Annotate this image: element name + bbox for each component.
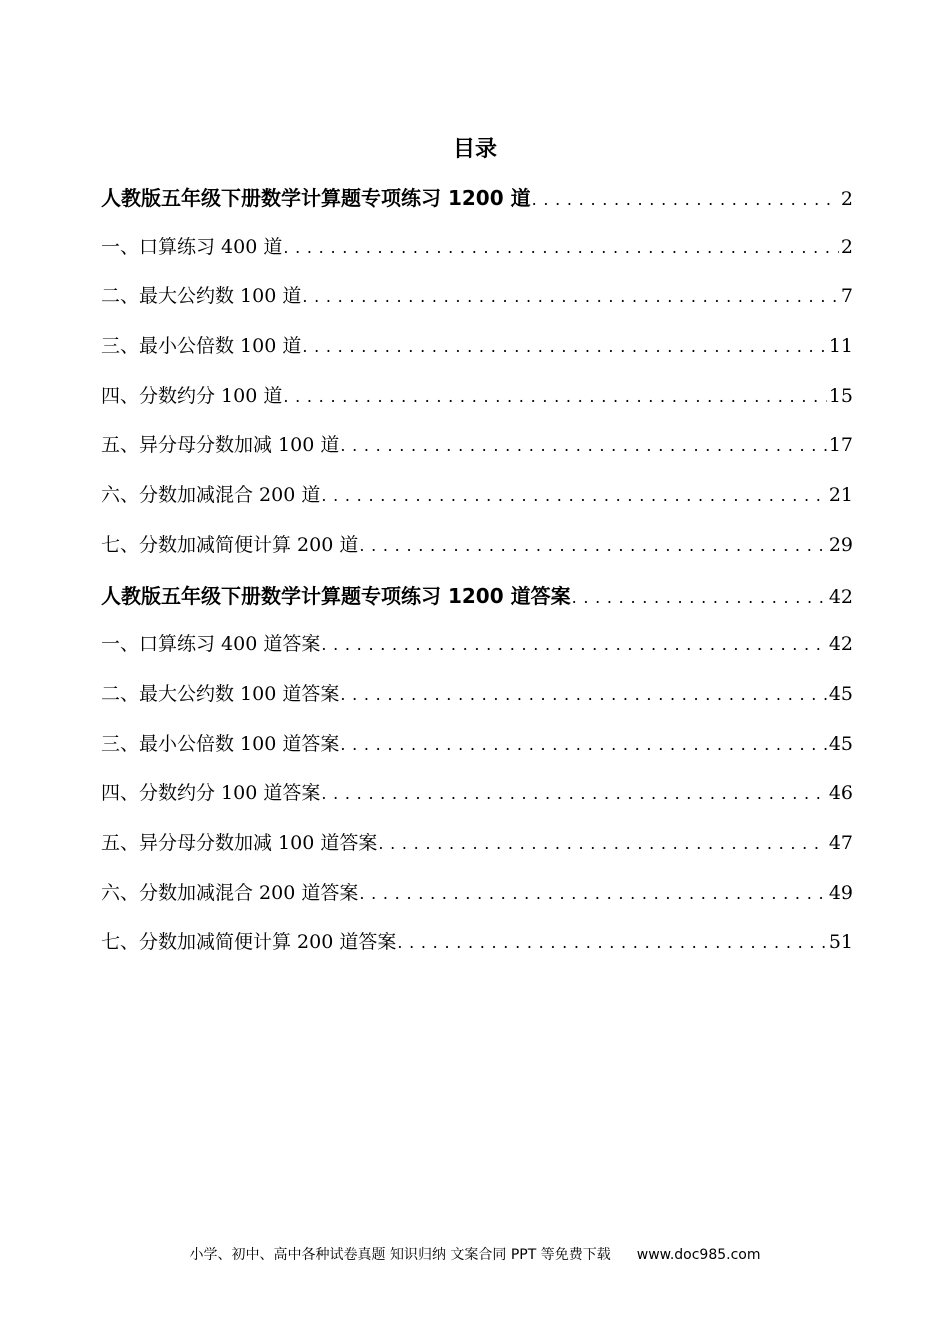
toc-entry[interactable] bbox=[101, 828, 853, 878]
toc-page-number: 21 bbox=[828, 484, 853, 507]
table-of-contents bbox=[101, 182, 853, 977]
toc-entry-text: 三、最小公倍数 100 道答案 bbox=[101, 732, 340, 755]
toc-page-number: 45 bbox=[828, 732, 853, 755]
toc-leader-dots bbox=[378, 834, 826, 853]
toc-leader-dots bbox=[302, 287, 839, 306]
toc-leader-dots bbox=[283, 387, 826, 406]
toc-entry[interactable] bbox=[101, 480, 853, 530]
toc-leader-dots bbox=[397, 933, 826, 952]
toc-page-number: 2 bbox=[840, 235, 853, 258]
toc-entry-text: 四、分数约分 100 道答案 bbox=[101, 782, 321, 805]
footer-site-link[interactable]: www.doc985.com bbox=[636, 1247, 761, 1263]
toc-page-number: 29 bbox=[828, 533, 853, 556]
toc-entry[interactable] bbox=[101, 778, 853, 828]
toc-entry-text: 七、分数加减简便计算 200 道 bbox=[101, 533, 359, 556]
toc-entry[interactable] bbox=[101, 232, 853, 282]
toc-page-number: 51 bbox=[828, 931, 853, 954]
toc-entry[interactable] bbox=[101, 927, 853, 977]
toc-leader-dots bbox=[302, 337, 826, 356]
toc-leader-dots bbox=[359, 536, 826, 555]
toc-page-number: 15 bbox=[828, 384, 853, 407]
toc-entry-text: 人教版五年级下册数学计算题专项练习 1200 道答案 bbox=[101, 583, 571, 608]
toc-leader-dots bbox=[321, 486, 826, 505]
toc-entry-text: 四、分数约分 100 道 bbox=[101, 384, 283, 407]
toc-entry-text: 五、异分母分数加减 100 道答案 bbox=[101, 831, 378, 854]
toc-leader-dots bbox=[340, 436, 826, 455]
toc-page-number: 7 bbox=[840, 285, 853, 308]
toc-entry-text: 六、分数加减混合 200 道答案 bbox=[101, 881, 359, 904]
toc-entry-text: 三、最小公倍数 100 道 bbox=[101, 335, 302, 358]
toc-entry[interactable] bbox=[101, 381, 853, 431]
toc-entry[interactable] bbox=[101, 729, 853, 779]
toc-page-number: 42 bbox=[828, 633, 853, 656]
page-footer bbox=[0, 1244, 950, 1264]
toc-page-number: 45 bbox=[828, 682, 853, 705]
toc-leader-dots bbox=[532, 190, 839, 209]
toc-entry[interactable] bbox=[101, 629, 853, 679]
toc-entry[interactable] bbox=[101, 530, 853, 580]
toc-leader-dots bbox=[340, 735, 826, 754]
toc-entry[interactable] bbox=[101, 331, 853, 381]
toc-leader-dots bbox=[321, 784, 826, 803]
toc-entry[interactable] bbox=[101, 182, 853, 232]
toc-page-number: 47 bbox=[828, 831, 853, 854]
footer-text: 小学、初中、高中各种试卷真题 知识归纳 文案合同 PPT 等免费下载 bbox=[189, 1247, 611, 1263]
toc-entry-text: 人教版五年级下册数学计算题专项练习 1200 道 bbox=[101, 186, 531, 210]
toc-entry-text: 二、最大公约数 100 道答案 bbox=[101, 682, 340, 705]
toc-page-number: 11 bbox=[828, 335, 853, 358]
toc-leader-dots bbox=[283, 238, 839, 257]
toc-entry[interactable] bbox=[101, 580, 853, 630]
toc-page-number: 2 bbox=[840, 188, 853, 210]
toc-leader-dots bbox=[572, 588, 827, 607]
toc-page-number: 17 bbox=[828, 434, 853, 457]
toc-leader-dots bbox=[359, 884, 826, 903]
toc-entry[interactable] bbox=[101, 281, 853, 331]
toc-entry-text: 二、最大公约数 100 道 bbox=[101, 285, 302, 308]
toc-entry-text: 六、分数加减混合 200 道 bbox=[101, 484, 321, 507]
toc-page-number: 42 bbox=[828, 585, 853, 608]
toc-page-number: 46 bbox=[828, 782, 853, 805]
toc-page-number: 49 bbox=[828, 881, 853, 904]
toc-entry-text: 七、分数加减简便计算 200 道答案 bbox=[101, 931, 397, 954]
toc-leader-dots bbox=[340, 685, 826, 704]
toc-entry-text: 一、口算练习 400 道答案 bbox=[101, 633, 321, 656]
toc-entry-text: 五、异分母分数加减 100 道 bbox=[101, 434, 340, 457]
toc-entry[interactable] bbox=[101, 679, 853, 729]
toc-title: 目录 bbox=[452, 137, 497, 162]
toc-entry[interactable] bbox=[101, 878, 853, 928]
toc-entry-text: 一、口算练习 400 道 bbox=[101, 235, 283, 258]
toc-leader-dots bbox=[321, 635, 826, 654]
toc-entry[interactable] bbox=[101, 430, 853, 480]
